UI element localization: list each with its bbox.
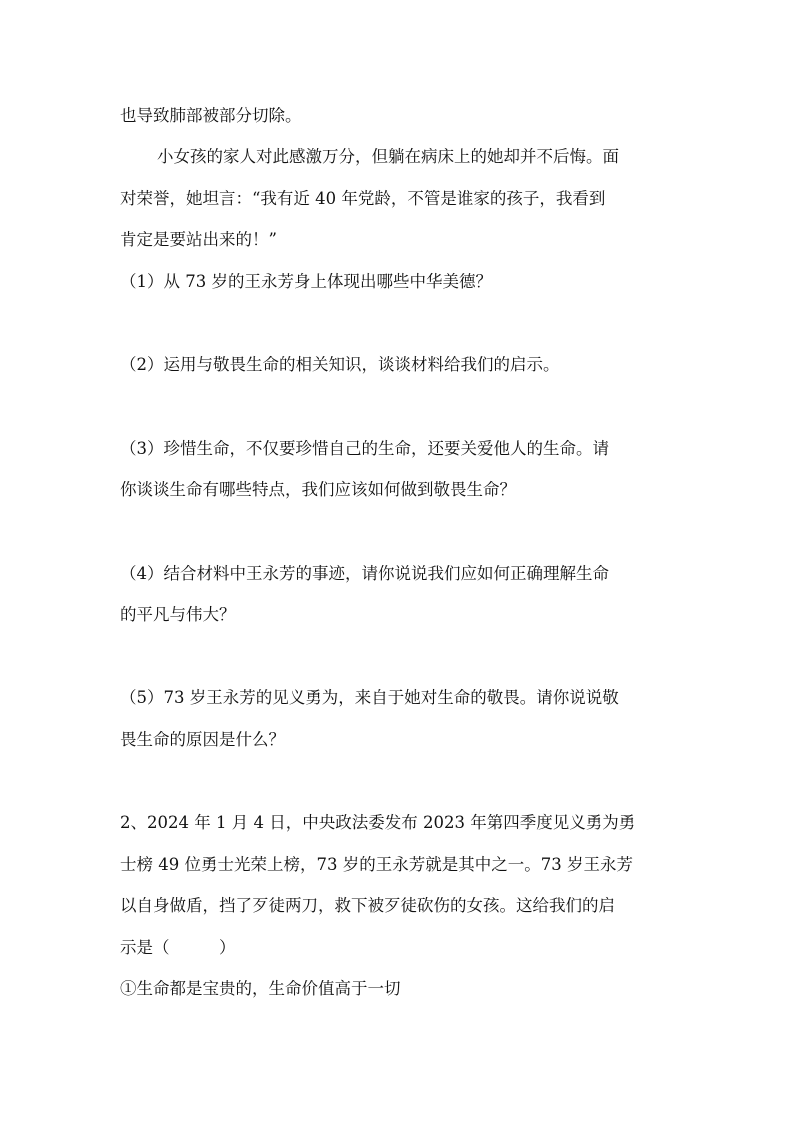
item-2-stem-continued: 示是（ ） — [120, 938, 236, 957]
question-3: （3）珍惜生命，不仅要珍惜自己的生命，还要关爱他人的生命。请 — [120, 439, 609, 458]
question-3-continued: 你谈谈生命有哪些特点，我们应该如何做到敬畏生命？ — [120, 480, 516, 499]
paragraph-line: 小女孩的家人对此感激万分，但躺在病床上的她却并不后悔。面 — [157, 147, 619, 166]
question-4: （4）结合材料中王永芳的事迹，请你说说我们应如何正确理解生命 — [120, 564, 609, 583]
item-2-stem-continued: 士榜 49 位勇士光荣上榜，73 岁的王永芳就是其中之一。73 岁王永芳 — [120, 855, 633, 874]
item-2-stem-continued: 以自身做盾，挡了歹徒两刀，救下被歹徒砍伤的女孩。这给我们的启 — [120, 896, 615, 915]
paragraph-line: 肯定是要站出来的！” — [120, 230, 277, 249]
question-5-continued: 畏生命的原因是什么？ — [120, 730, 285, 749]
item-2-stem: 2、2024 年 1 月 4 日，中央政法委发布 2023 年第四季度见义勇为勇 — [120, 813, 636, 832]
option-1: ①生命都是宝贵的，生命价值高于一切 — [120, 979, 401, 998]
paragraph-line: 也导致肺部被部分切除。 — [120, 106, 302, 125]
paragraph-line: 对荣誉，她坦言：“我有近 40 年党龄，不管是谁家的孩子，我看到 — [120, 189, 606, 208]
question-5: （5）73 岁王永芳的见义勇为，来自于她对生命的敬畏。请你说说敬 — [120, 688, 619, 707]
question-1: （1）从 73 岁的王永芳身上体现出哪些中华美德？ — [120, 272, 492, 291]
question-2: （2）运用与敬畏生命的相关知识，谈谈材料给我们的启示。 — [120, 355, 560, 374]
question-4-continued: 的平凡与伟大？ — [120, 605, 236, 624]
